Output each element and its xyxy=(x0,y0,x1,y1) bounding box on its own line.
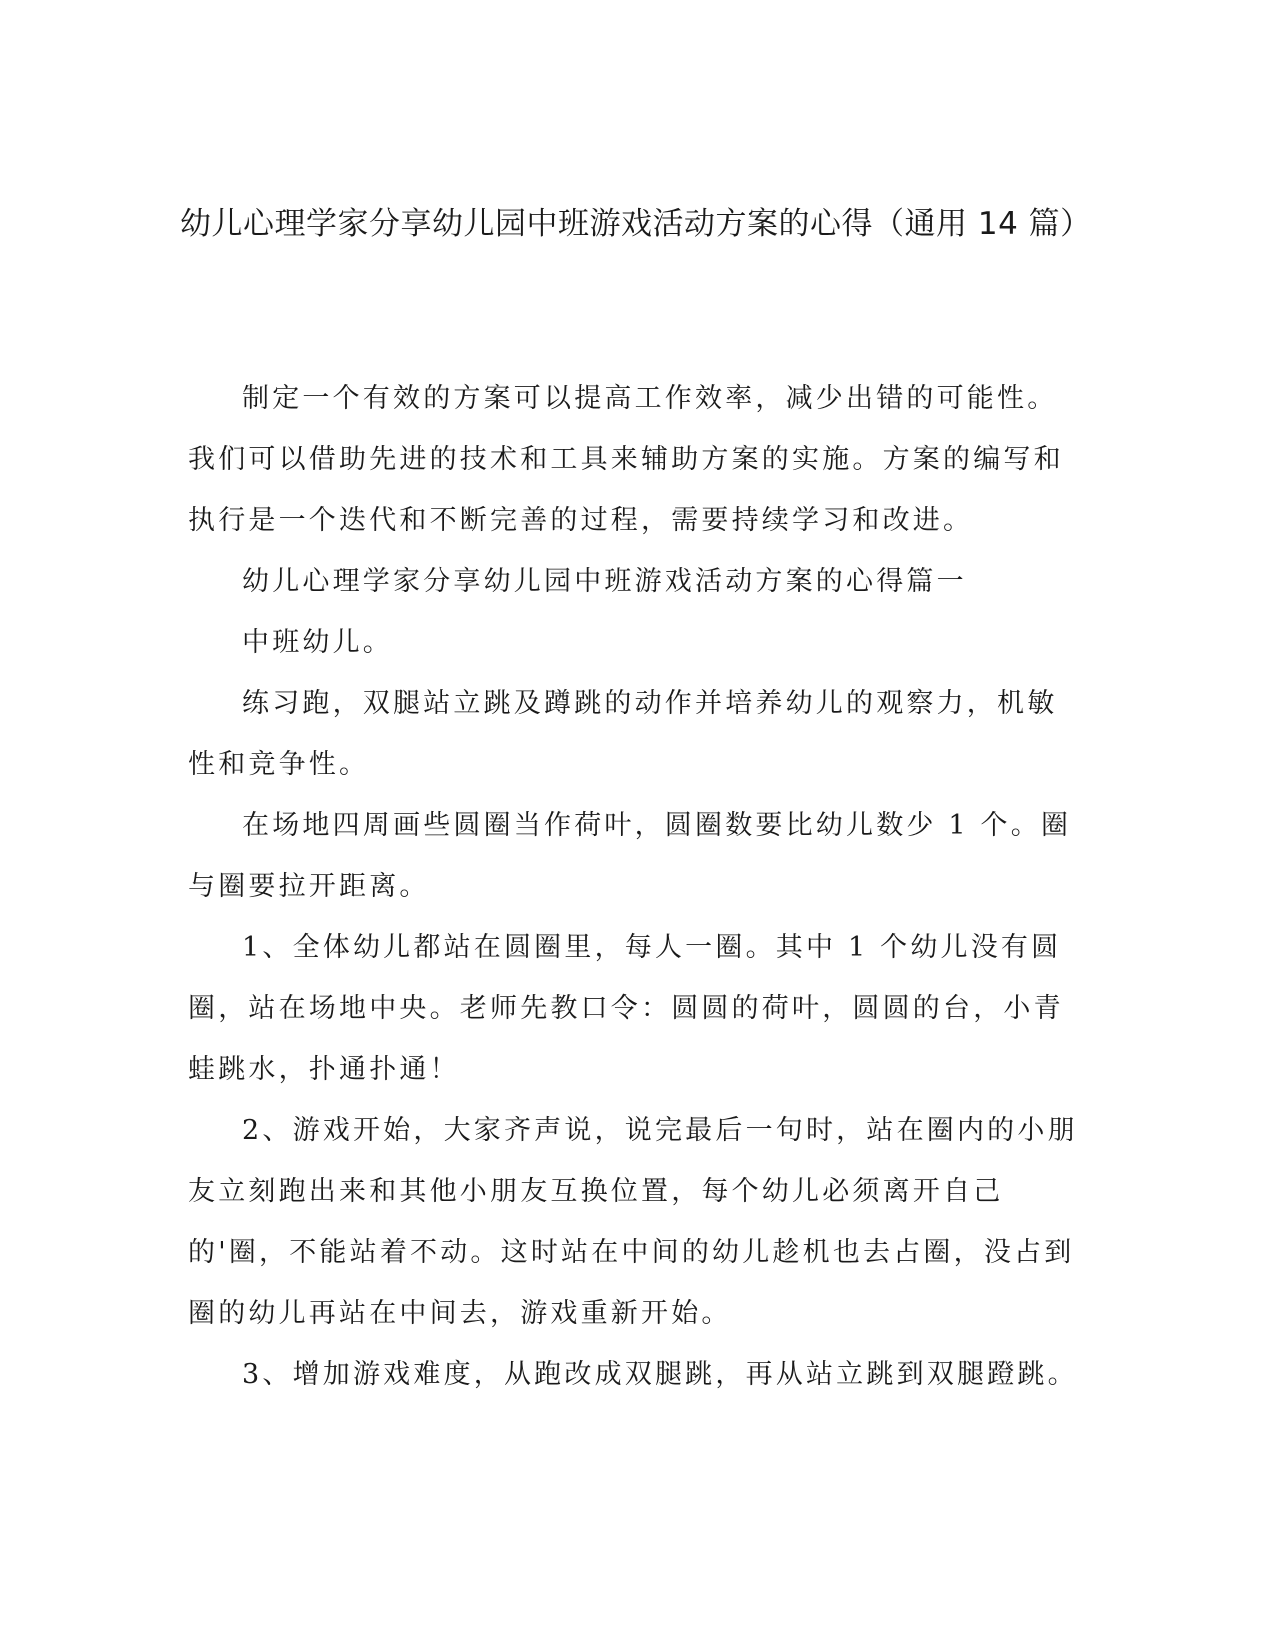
preparation-paragraph: 在场地四周画些圆圈当作荷叶，圆圈数要比幼儿数少 1 个。圈与圈要拉开距离。 xyxy=(188,810,1072,902)
section-heading: 幼儿心理学家分享幼儿园中班游戏活动方案的心得篇一 xyxy=(242,566,967,597)
document-body xyxy=(188,368,1080,1405)
intro-paragraph: 制定一个有效的方案可以提高工作效率，减少出错的可能性。我们可以借助先进的技术和工具来辅助方案的实施。方案的编写和执行是一个迭代和不断完善的过程，需要持续学习和改进。 xyxy=(188,383,1064,536)
step-3-paragraph: 3、增加游戏难度，从跑改成双腿跳，再从站立跳到双腿蹬跳。 xyxy=(242,1359,1078,1390)
goal-paragraph: 练习跑，双腿站立跳及蹲跳的动作并培养幼儿的观察力，机敏性和竞争性。 xyxy=(188,688,1058,780)
document-title: 幼儿心理学家分享幼儿园中班游戏活动方案的心得（通用 14 篇） xyxy=(180,206,1092,242)
target-paragraph: 中班幼儿。 xyxy=(242,627,393,658)
step-1-paragraph: 1、全体幼儿都站在圆圈里，每人一圈。其中 1 个幼儿没有圆圈，站在场地中央。老师先教口令：圆圆的荷叶，圆圆的台，小青蛙跳水，扑通扑通！ xyxy=(188,932,1064,1085)
step-2-paragraph: 2、游戏开始，大家齐声说，说完最后一句时，站在圈内的小朋友立刻跑出来和其他小朋友互换位置，每个幼儿必须离开自己的'圈，不能站着不动。这时站在中间的幼儿趁机也去占圈，没占到圈的幼儿再站在中间去，游戏重新开始。 xyxy=(188,1115,1078,1329)
